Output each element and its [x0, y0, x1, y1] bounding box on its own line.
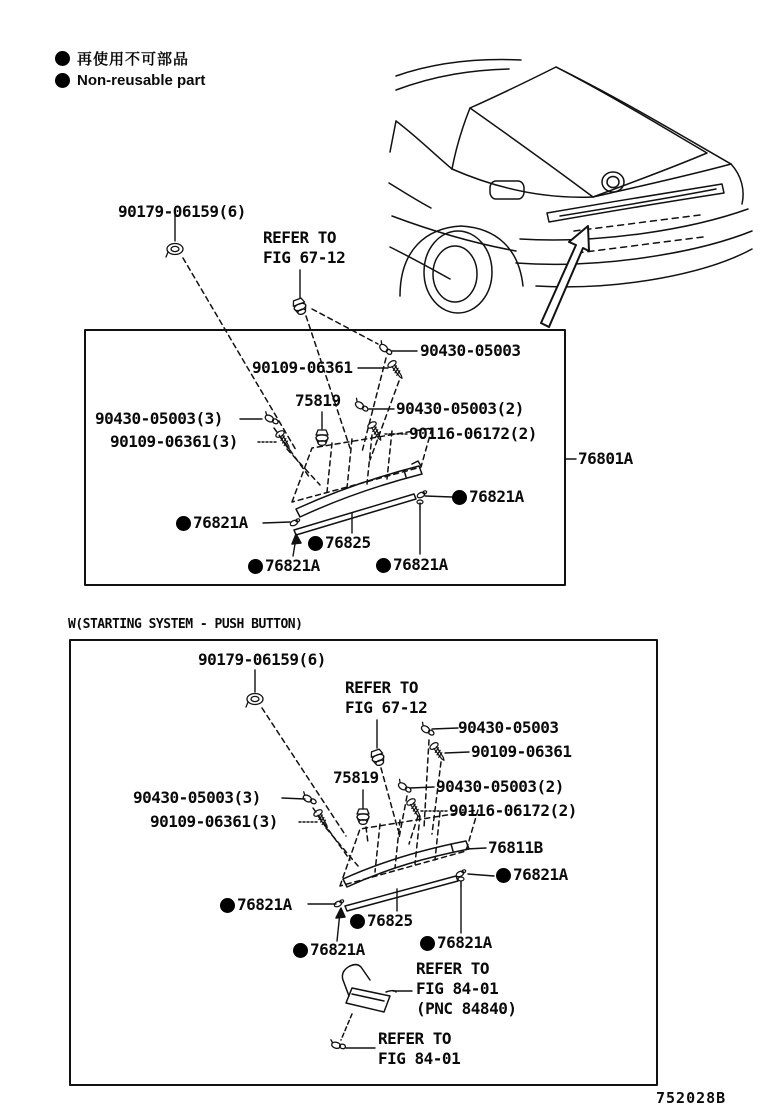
screw-icon: [406, 797, 424, 819]
rivet-icon: [418, 722, 435, 737]
legend-non-reusable-en: [55, 72, 205, 89]
refer-clip-icon: [292, 297, 309, 316]
part-label-screw: 90109-06361: [471, 742, 572, 761]
figure-code: 752028B: [656, 1089, 727, 1107]
rivet-icon: [262, 412, 279, 426]
part-label-garnish-assy: 76801A: [578, 449, 633, 468]
non-reusable-dot-icon: [248, 559, 263, 574]
ref-note-fig84-01-pnc: REFER TO FIG 84-01 (PNC 84840): [416, 959, 517, 1018]
non-reusable-dot-icon: [293, 943, 308, 958]
part-label-clip: 76821A: [420, 934, 492, 952]
rear-wheel: [424, 231, 492, 313]
screw-icon: [367, 420, 385, 442]
part-label-grommet: 75819: [295, 391, 341, 410]
clip-icon: [289, 518, 301, 527]
part-label-clip: 76821A: [376, 556, 448, 574]
part-label-nut: 90179-06159(6): [118, 202, 246, 221]
non-reusable-dot-icon: [350, 914, 365, 929]
moulding-strip: [294, 494, 416, 535]
part-label-rivet-x2: 90430-05003(2): [396, 399, 524, 418]
non-reusable-dot-icon: [376, 558, 391, 573]
non-reusable-dot-icon: [176, 516, 191, 531]
legend-non-reusable-jp: [55, 48, 189, 69]
pointer-arrow: [541, 226, 589, 327]
push-button-section-title: W(STARTING SYSTEM - PUSH BUTTON): [68, 617, 303, 632]
non-reusable-dot-icon: [55, 73, 70, 88]
part-label-screw: 90109-06361: [252, 358, 353, 377]
part-label-rivet-x3: 90430-05003(3): [95, 409, 223, 428]
refer-clip-icon: [370, 748, 387, 767]
part-label-screw-long-x2: 90116-06172(2): [449, 801, 577, 820]
non-reusable-dot-icon: [420, 936, 435, 951]
bolt-icon: [329, 1040, 346, 1051]
part-label-screw-long-x2: 90116-06172(2): [409, 424, 537, 443]
clip-icon: [333, 899, 345, 908]
non-reusable-dot-icon: [55, 51, 70, 66]
rivet-icon: [377, 341, 394, 357]
part-label-clip: 76821A: [248, 557, 320, 575]
part-label-screw-x3: 90109-06361(3): [110, 432, 238, 451]
part-label-rivet-x3: 90430-05003(3): [133, 788, 261, 807]
car-rear-drawing: [389, 60, 752, 327]
non-reusable-dot-icon: [220, 898, 235, 913]
part-label-protector: 76825: [350, 912, 413, 930]
fasteners-box1: [166, 244, 428, 527]
clip-icon: [416, 490, 428, 499]
nut-icon: [166, 244, 183, 258]
clip-pin-icon: [458, 877, 464, 887]
screw-icon: [387, 359, 406, 381]
legend-en-text: Non-reusable part: [77, 72, 206, 89]
garnish-strip: [296, 466, 422, 517]
part-label-screw-x3: 90109-06361(3): [150, 812, 278, 831]
grommet-icon: [316, 430, 328, 445]
ref-note-fig84-01: REFER TO FIG 84-01: [378, 1029, 461, 1068]
non-reusable-dot-icon: [496, 868, 511, 883]
ref-note-fig67-12: REFER TO FIG 67-12: [345, 678, 428, 717]
part-label-rivet-x2: 90430-05003(2): [436, 777, 564, 796]
lock-switch-drawing: [342, 965, 396, 1012]
part-label-nut: 90179-06159(6): [198, 650, 326, 669]
non-reusable-dot-icon: [452, 490, 467, 505]
part-label-clip: 76821A: [452, 488, 524, 506]
part-label-grommet: 75819: [333, 768, 379, 787]
non-reusable-dot-icon: [308, 536, 323, 551]
screw-icon: [429, 741, 448, 763]
rivet-icon: [352, 398, 369, 413]
part-label-clip: 76821A: [496, 866, 568, 884]
legend-jp-text: 再使用不可部品: [77, 50, 190, 68]
ref-note-fig67-12: REFER TO FIG 67-12: [263, 228, 346, 267]
screw-icon: [313, 808, 331, 830]
part-label-clip: 76821A: [176, 514, 248, 532]
part-label-clip: 76821A: [293, 941, 365, 959]
part-label-garnish-sub-assy: 76811B: [488, 838, 543, 857]
clip-pin-icon: [417, 500, 423, 510]
part-label-clip: 76821A: [220, 896, 292, 914]
part-label-rivet: 90430-05003: [420, 341, 521, 360]
part-label-rivet: 90430-05003: [458, 718, 559, 737]
rivet-icon: [395, 779, 412, 794]
nut-icon: [246, 694, 263, 708]
garnish-strip-2: [343, 841, 469, 887]
grommet-icon: [357, 809, 369, 824]
moulding-strip-2: [345, 876, 458, 911]
part-label-protector: 76825: [308, 534, 371, 552]
